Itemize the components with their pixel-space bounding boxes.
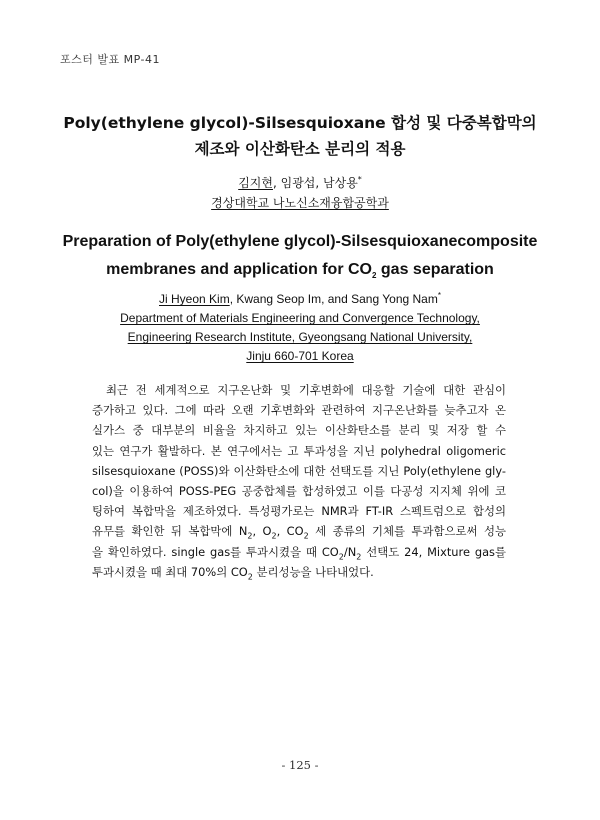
abstract-line: 실가스 중 대부분의 비율을 차지하고 있는 이산화탄소를 분리 및 저장 할 수 [92,423,506,438]
abstract-line: silsesquioxane (POSS)와 이산화탄소에 대한 선택도를 지닌 Poly(ethylene gly- [92,463,506,478]
english-affiliation-line-1: Department of Materials Engineering and Convergence Technology, [120,311,480,325]
english-authors-block [0,290,600,366]
korean-authors-block [0,173,600,213]
session-label: 포스터 발표 MP-41 [60,53,160,66]
abstract-line: 있는 연구가 활발하다. 본 연구에서는 고 투과성을 지닌 polyhedral oligomeric [92,443,506,458]
abstract-line: 팅하여 복합막을 제조하였다. 특성평가로는 NMR과 FT-IR 스펙트럼으로 합성의 [92,504,506,519]
abstract-line: 유무를 확인한 뒤 복합막에 $N_2$, $O_2$, $CO_2$ 세 종류의 기체를 투과함으로써 성능 [92,524,506,541]
english-title-line-2 [0,256,600,284]
page-number: - 125 - [281,758,319,772]
korean-title-line-1: Poly(ethylene glycol)-Silsesquioxane 합성 및 다중복합막의 [63,114,537,132]
korean-presenting-author: 김지현 [238,176,273,190]
corresponding-mark: * [357,175,362,184]
abstract-line: 투과시켰을 때 최대 70%의 $CO_2$ 분리성능을 나타내었다. [92,564,374,582]
abstract-line: col)을 이용하여 POSS-PEG 공중합체를 합성하였고 이를 다공성 지지체 위에 코 [92,484,506,499]
abstract-line: 증가하고 있다. 그에 따라 오랜 기후변화와 관련하여 지구온난화를 늦추고자 온 [92,403,506,418]
english-presenting-author: Ji Hyeon Kim [159,292,230,306]
korean-authors [0,173,600,193]
abstract-line: 최근 전 세계적으로 지구온난화 및 기후변화에 대응할 기술에 대한 관심이 [106,383,506,397]
korean-affiliation: 경상대학교 나노신소재융합공학과 [211,196,389,210]
corresponding-mark-en: * [437,291,441,300]
korean-title [0,110,600,162]
english-title-text: membranes and application for CO [106,261,372,278]
english-title [0,228,600,284]
abstract-line: 을 확인하였다. single gas를 투과시켰을 때 $CO_2/N_2$ 선택도 24, Mixture gas를 [92,544,506,561]
english-title-line-1: Preparation of Poly(ethylene glycol)-Silsesquioxanecomposite [62,233,538,250]
co2-subscript: 2 [372,271,377,281]
korean-coauthors: , 임광섭, 남상용 [272,176,358,190]
english-affiliation-line-2: Engineering Research Institute, Gyeongsang National University, [127,330,473,344]
abstract-body [92,380,506,582]
korean-title-line-2: 제조와 이산화탄소 분리의 적용 [194,140,406,158]
english-authors [0,290,600,309]
english-affiliation-line-3: Jinju 660-701 Korea [246,349,354,363]
english-coauthors: , Kwang Seop Im, and Sang Yong Nam [229,292,438,306]
english-title-text-end: gas separation [376,261,494,278]
